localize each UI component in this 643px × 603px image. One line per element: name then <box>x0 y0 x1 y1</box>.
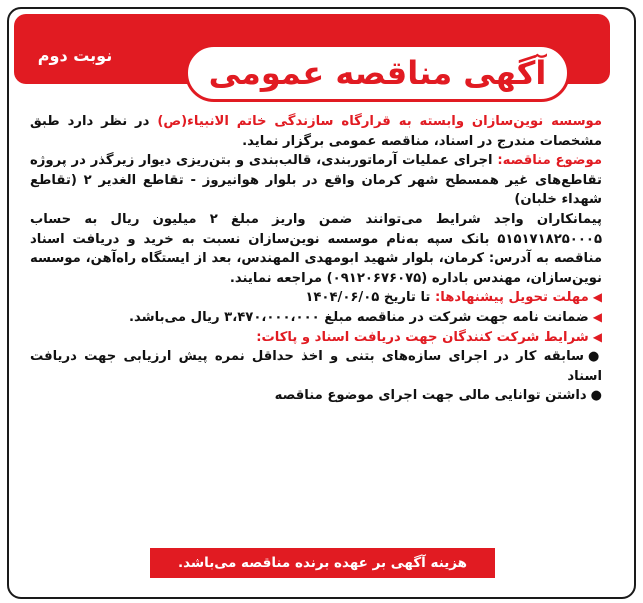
ad-title: آگهی مناقصه عمومی <box>208 54 547 92</box>
condition-text: سابقه کار در اجرای سازه‌های بتنی و اخذ حداقل نمره پیش ارزیابی جهت دریافت اسناد <box>30 349 602 384</box>
bullet-icon: ● <box>588 349 602 365</box>
bullet-icon: ● <box>590 388 602 404</box>
arrow-icon: ◀ <box>592 309 602 324</box>
deadline-item <box>30 288 602 308</box>
conditions-title-item <box>30 328 602 348</box>
subject-label: موضوع مناقصه: <box>492 153 602 169</box>
arrow-icon: ◀ <box>592 290 602 305</box>
condition-item <box>30 347 602 386</box>
contractors-paragraph: پیمانکاران واجد شرایط می‌توانند ضمن واریز مبلغ ۲ میلیون ریال به حساب ۵۱۵۱۷۱۸۲۵۰۰۰۵ بانک سپه به‌نام موسسه نوین‌سازان نسبت به خرید و دریافت اسناد مناقصه به آدرس: کرمان، بلوار شهید ابومهدی المهندس، بعد از ایستگاه راه‌آهن، موسسه نوین‌سازان، مهندس باداره (۰۹۱۲۰۶۷۶۰۷۵) مراجعه نمایند. <box>30 211 603 286</box>
arrow-icon: ◀ <box>592 329 602 344</box>
footer-band <box>150 548 495 578</box>
ad-body <box>30 112 602 406</box>
subject-paragraph <box>30 151 602 210</box>
round-label: نوبت دوم <box>37 45 113 65</box>
intro-paragraph <box>30 112 602 151</box>
deadline-label: مهلت تحویل پیشنهادها: <box>430 290 589 306</box>
condition-text: داشتن توانایی مالی جهت اجرای موضوع مناقصه <box>274 388 587 404</box>
subject-text: اجرای عملیات آرماتوربندی، قالب‌بندی و بتن‌ریزی دیوار زیرگذر در پروژه تقاطع‌های غیر همسطح شهر کرمان واقع در بلوار هوانیروز - تقاطع الغدیر ۲ (تقاطع شهداء خلبان) <box>30 153 602 208</box>
title-pill <box>185 44 570 102</box>
guarantee-item <box>30 308 602 328</box>
guarantee-text: ضمانت نامه جهت شرکت در مناقصه مبلغ ۳،۴۷۰،۰۰۰،۰۰۰ ریال می‌باشد. <box>129 309 589 325</box>
intro-rest: در نظر دارد طبق مشخصات مندرج در اسناد، مناقصه عمومی برگزار نماید. <box>30 114 602 149</box>
org-name: موسسه نوین‌سازان وابسته به قرارگاه سازندگی خاتم الانبیاء(ص) <box>157 114 602 129</box>
footer-note: هزینه آگهی بر عهده برنده مناقصه می‌باشد. <box>177 555 468 571</box>
deadline-text: تا تاریخ ۱۴۰۴/۰۶/۰۵ <box>305 290 431 306</box>
round-badge <box>35 30 115 80</box>
condition-item <box>30 386 602 406</box>
conditions-title: شرایط شرکت کنندگان جهت دریافت اسناد و پاکات: <box>256 329 589 345</box>
